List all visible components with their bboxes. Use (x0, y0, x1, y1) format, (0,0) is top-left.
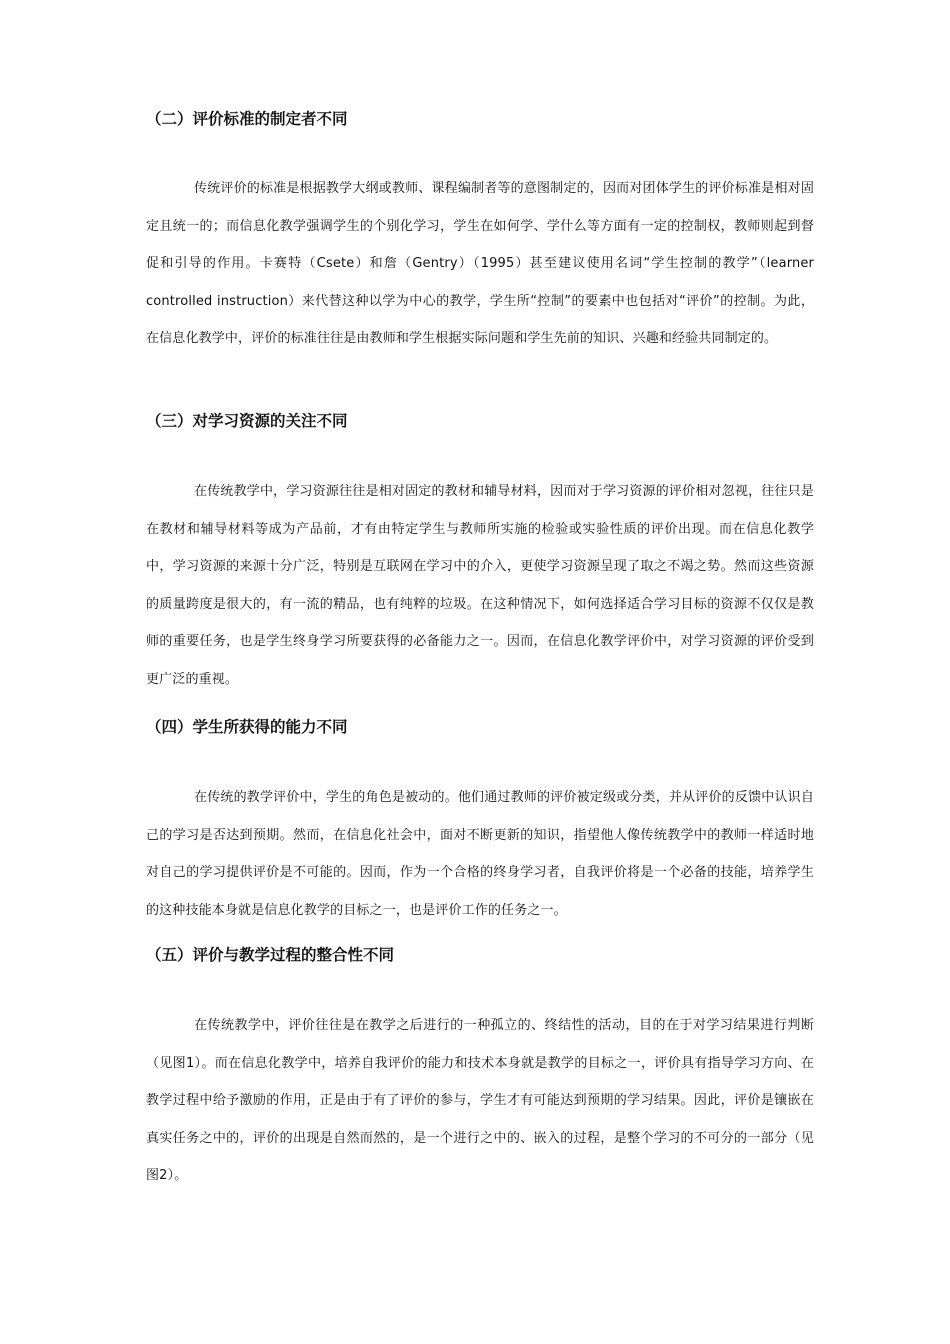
section-evaluation-criteria (146, 107, 814, 358)
section-learning-resources (146, 409, 814, 698)
section-heading: （三）对学习资源的关注不同 (146, 412, 348, 430)
section-paragraph: 在传统教学中，学习资源往往是相对固定的教材和辅导材料，因而对于学习资源的评价相对忽视，往往只是在教材和辅导材料等成为产品前，才有由特定学生与教师所实施的检验或实验性质的评价出现。而在信息化教学中，学习资源的来源十分广泛，特别是互联网在学习中的介入，更使学习资源呈现了取之不竭之势。然而这些资源的质量跨度是很大的，有一流的精品，也有纯粹的垃圾。在这种情况下，如何选择适合学习目标的资源不仅仅是教师的重要任务，也是学生终身学习所要获得的必备能力之一。因而，在信息化教学评价中，对学习资源的评价受到更广泛的重视。 (146, 484, 814, 687)
section-paragraph: 在传统的教学评价中，学生的角色是被动的。他们通过教师的评价被定级或分类，并从评价的反馈中认识自己的学习是否达到预期。然而，在信息化社会中，面对不断更新的知识，指望他人像传统教学中的教师一样适时地对自己的学习提供评价是不可能的。因而，作为一个合格的终身学习者，自我评价将是一个必备的技能，培养学生的这种技能本身就是信息化教学的目标之一，也是评价工作的任务之一。 (146, 790, 814, 918)
section-heading: （二）评价标准的制定者不同 (146, 110, 348, 128)
section-heading: （五）评价与教学过程的整合性不同 (146, 946, 395, 964)
section-heading: （四）学生所获得的能力不同 (146, 718, 348, 736)
section-evaluation-integration (146, 943, 814, 1195)
section-paragraph: 在传统教学中，评价往往是在教学之后进行的一种孤立的、终结性的活动，目的在于对学习结果进行判断（见图1）。而在信息化教学中，培养自我评价的能力和技术本身就是教学的目标之一，评价具有指导学习方向、在教学过程中给予激励的作用，正是由于有了评价的参与，学生才有可能达到预期的学习结果。因此，评价是镶嵌在真实任务之中的，评价的出现是自然而然的，是一个进行之中的、嵌入的过程，是整个学习的不可分的一部分（见图2）。 (146, 1018, 814, 1183)
section-student-abilities (146, 715, 814, 929)
section-paragraph: 传统评价的标准是根据教学大纲或教师、课程编制者等的意图制定的，因而对团体学生的评价标准是相对固定且统一的；而信息化教学强调学生的个别化学习，学生在如何学、学什么等方面有一定的控制权，教师则起到督促和引导的作用。卡赛特（Csete）和詹（Gentry）（1995）甚至建议使用名词“学生控制的教学”（learner controlled instruction）来代替这种以学为中心的教学，学生所“控制”的要素中也包括对“评价”的控制。为此，在信息化教学中，评价的标准往往是由教师和学生根据实际问题和学生先前的知识、兴趣和经验共同制定的。 (146, 181, 814, 346)
